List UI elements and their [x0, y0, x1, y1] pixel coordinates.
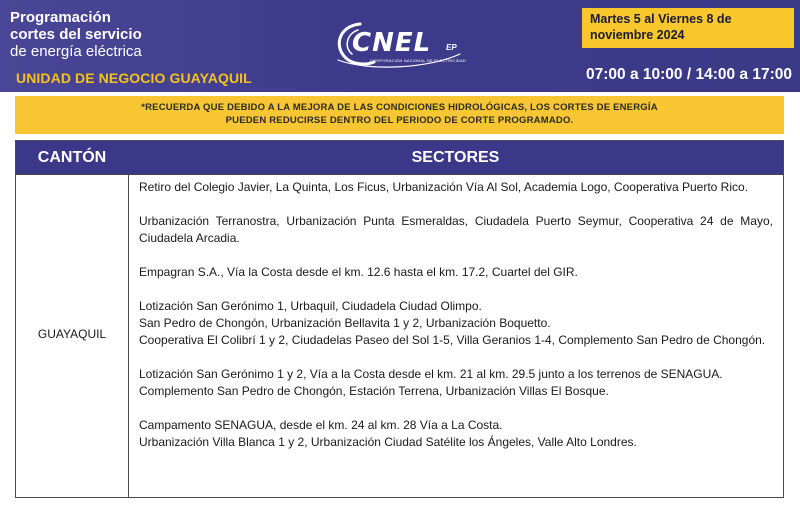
- sector-group: [139, 298, 773, 349]
- column-header-canton: CANTÓN: [37, 149, 107, 166]
- sector-line: Cooperativa El Colibrí 1 y 2, Ciudadelas Paseo del Sol 1-5, Villa Geranios 1-4, Complemento San Pedro de Chongón.: [139, 333, 766, 347]
- notice-line-2: PUEDEN REDUCIRSE DENTRO DEL PERIODO DE CORTE PROGRAMADO.: [225, 115, 574, 126]
- sector-group: [139, 213, 773, 247]
- sector-line: Retiro del Colegio Javier, La Quinta, Los Ficus, Urbanización Vía Al Sol, Academia Logo, Cooperativa Puerto Rico.: [139, 180, 748, 194]
- date-range-badge: Martes 5 al Viernes 8 de noviembre 2024: [582, 8, 794, 48]
- sector-line: Urbanización Villa Blanca 1 y 2, Urbanización Ciudad Satélite los Ángeles, Valle Alto Londres.: [139, 435, 637, 449]
- logo-subtitle: CORPORACIÓN NACIONAL DE ELECTRICIDAD: [370, 58, 466, 63]
- sector-group: [139, 417, 773, 451]
- title-line-1: Programación: [10, 9, 111, 26]
- column-divider: [128, 174, 129, 497]
- sector-line: Urbanización Terranostra, Urbanización Punta Esmeraldas, Ciudadela Puerto Seymur, Cooperativa 24 de Mayo, Ciudadela Arcadia.: [139, 214, 773, 245]
- canton-cell: GUAYAQUIL: [37, 326, 107, 341]
- sector-line: Complemento San Pedro de Chongón, Estación Terrena, Urbanización Villas El Bosque.: [139, 384, 609, 398]
- title-line-3: de energía eléctrica: [10, 43, 142, 60]
- sector-group: [139, 179, 773, 196]
- column-header-sectores: SECTORES: [411, 149, 500, 166]
- sector-group: [139, 366, 773, 400]
- sector-line: Campamento SENAGUA, desde el km. 24 al km. 28 Vía a La Costa.: [139, 418, 503, 432]
- notice-line-1: *RECUERDA QUE DEBIDO A LA MEJORA DE LAS CONDICIONES HIDROLÓGICAS, LOS CORTES DE ENERGÍA: [141, 102, 658, 113]
- schedule-hours: 07:00 a 10:00 / 14:00 a 17:00: [586, 66, 792, 83]
- logo-suffix: EP: [446, 43, 457, 52]
- sector-line: San Pedro de Chongón, Urbanización Bellavita 1 y 2, Urbanización Boquetto.: [139, 316, 551, 330]
- notice-banner: [15, 96, 784, 134]
- header-banner: [0, 0, 800, 92]
- business-unit: UNIDAD DE NEGOCIO GUAYAQUIL: [16, 70, 252, 86]
- sector-group: [139, 264, 773, 281]
- outage-table: [15, 140, 784, 498]
- sector-line: Lotización San Gerónimo 1 y 2, Vía a la Costa desde el km. 21 al km. 29.5 junto a los terrenos de SENAGUA.: [139, 367, 723, 381]
- sector-line: Lotización San Gerónimo 1, Urbaquil, Ciudadela Ciudad Olimpo.: [139, 299, 482, 313]
- cnel-logo: [330, 14, 480, 74]
- logo-text: CNEL: [352, 28, 432, 58]
- header-divider: [16, 174, 783, 175]
- sector-line: Empagran S.A., Vía la Costa desde el km. 12.6 hasta el km. 17.2, Cuartel del GIR.: [139, 265, 578, 279]
- sectores-cell: [139, 179, 773, 451]
- table-header: [16, 141, 783, 174]
- title-line-2: cortes del servicio: [10, 26, 142, 43]
